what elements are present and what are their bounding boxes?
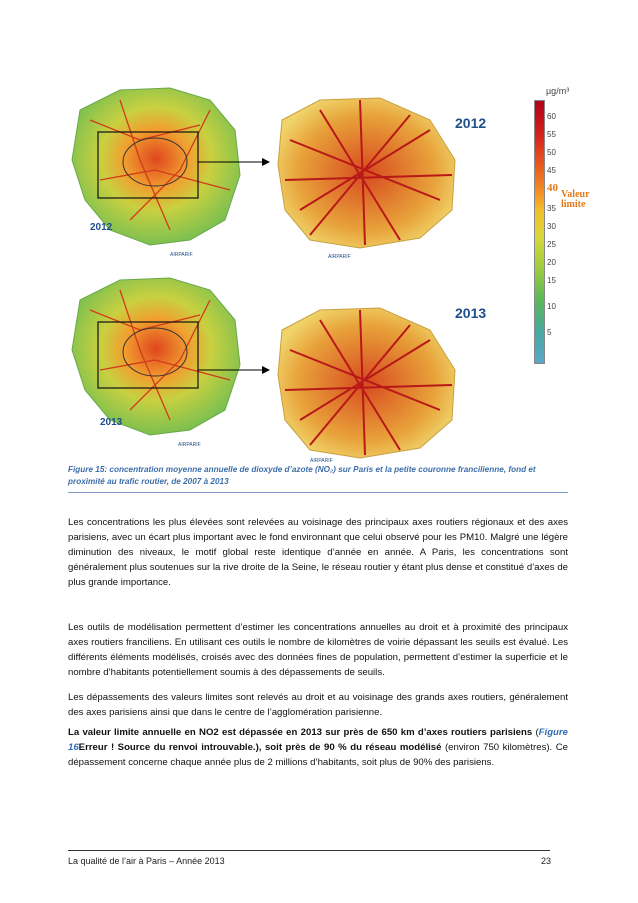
page-number: 23 (541, 856, 552, 866)
airparif-logo-2: AIRPARIF (328, 254, 351, 260)
no2-figure (60, 80, 590, 465)
legend-gradient-bar (534, 100, 545, 364)
legend-limit-label-2: limite (561, 199, 586, 210)
paragraph-4 (68, 725, 568, 770)
paragraph-4-bold-a: La valeur limite annuelle en NO2 est dépassée en 2013 sur près de 650 km d’axes routiers parisiens (68, 727, 533, 738)
airparif-logo-4: AIRPARIF (310, 458, 333, 464)
legend-limit-label-1: Valeur (561, 189, 590, 200)
paragraph-4-bold-b: Erreur ! Source du renvoi introuvable.), soit près de 90 % du réseau modélisé (78, 742, 442, 753)
legend-tick: 20 (547, 258, 556, 267)
legend-tick: 5 (547, 328, 552, 337)
legend-tick: 25 (547, 240, 556, 249)
year-label-2013-small: 2013 (100, 417, 123, 428)
legend-tick: 55 (547, 130, 556, 139)
year-label-2012-small: 2012 (90, 222, 113, 233)
legend-tick: 60 (547, 112, 556, 121)
legend-tick-limit: 40 (547, 182, 558, 194)
legend-tick: 10 (547, 302, 556, 311)
no2-maps (60, 80, 535, 465)
legend-tick: 35 (547, 204, 556, 213)
footer-title: La qualité de l’air à Paris – Année 2013 (68, 856, 225, 866)
paragraph-1: Les concentrations les plus élevées sont relevées au voisinage des principaux axes routiers régionaux et des axes parisiens, avec un écart plus important avec le fond environnant que celui observé pour les PM10. Malgré une légère diminution des niveaux, le motif global reste identique d’année en année. A Paris, les concentrations sont généralement plus soutenues sur la rive droite de la Seine, le réseau routier y étant plus dense et constitué d’axes de plus grande importance. (68, 517, 568, 588)
paragraph-4-paren: ( (532, 727, 539, 738)
map-paris-2013 (278, 308, 455, 458)
paragraph-2: Les outils de modélisation permettent d’estimer les concentrations annuelles au droit et à proximité des principaux axes routiers franciliens. En utilisant ces outils le nombre de kilomètres de voirie dépassant les seuils est évalué. Les différents éléments modélisés, croisés avec des données fines de population, permettent d’estimer la superficie et le nombre d’habitants potentiellement soumis à des dépassements de seuils. (68, 622, 568, 678)
footer-divider (68, 850, 550, 851)
legend-tick: 50 (547, 148, 556, 157)
year-label-2013-large: 2013 (455, 305, 487, 321)
paragraph-3: Les dépassements des valeurs limites sont relevés au droit et au voisinage des grands axes routiers, généralement des axes parisiens ainsi que dans le centre de l’agglomération parisienne. (68, 692, 568, 718)
year-label-2012-large: 2012 (455, 115, 487, 131)
legend-tick: 45 (547, 166, 556, 175)
airparif-logo-3: AIRPARIF (178, 442, 201, 448)
map-paris-2012 (278, 98, 455, 248)
legend-tick: 30 (547, 222, 556, 231)
figure-caption: Figure 15: concentration moyenne annuelle de dioxyde d’azote (NO₂) sur Paris et la petite couronne francilienne, fond et proximité au trafic routier, de 2007 à 2013 (68, 464, 568, 493)
map-region-2013 (72, 278, 240, 435)
airparif-logo-1: AIRPARIF (170, 252, 193, 258)
legend-unit: µg/m³ (546, 86, 570, 96)
paragraph-4-rest: (environ 750 kilomètres). Ce dépassement concerne chaque année plus de 2 millions d’habitants, soit plus de 90% des parisiens. (68, 742, 568, 768)
legend-limit-label (561, 190, 590, 210)
legend-colorbar (534, 86, 604, 422)
legend-tick: 15 (547, 276, 556, 285)
figure-16-link[interactable]: Figure 16 (68, 727, 568, 753)
